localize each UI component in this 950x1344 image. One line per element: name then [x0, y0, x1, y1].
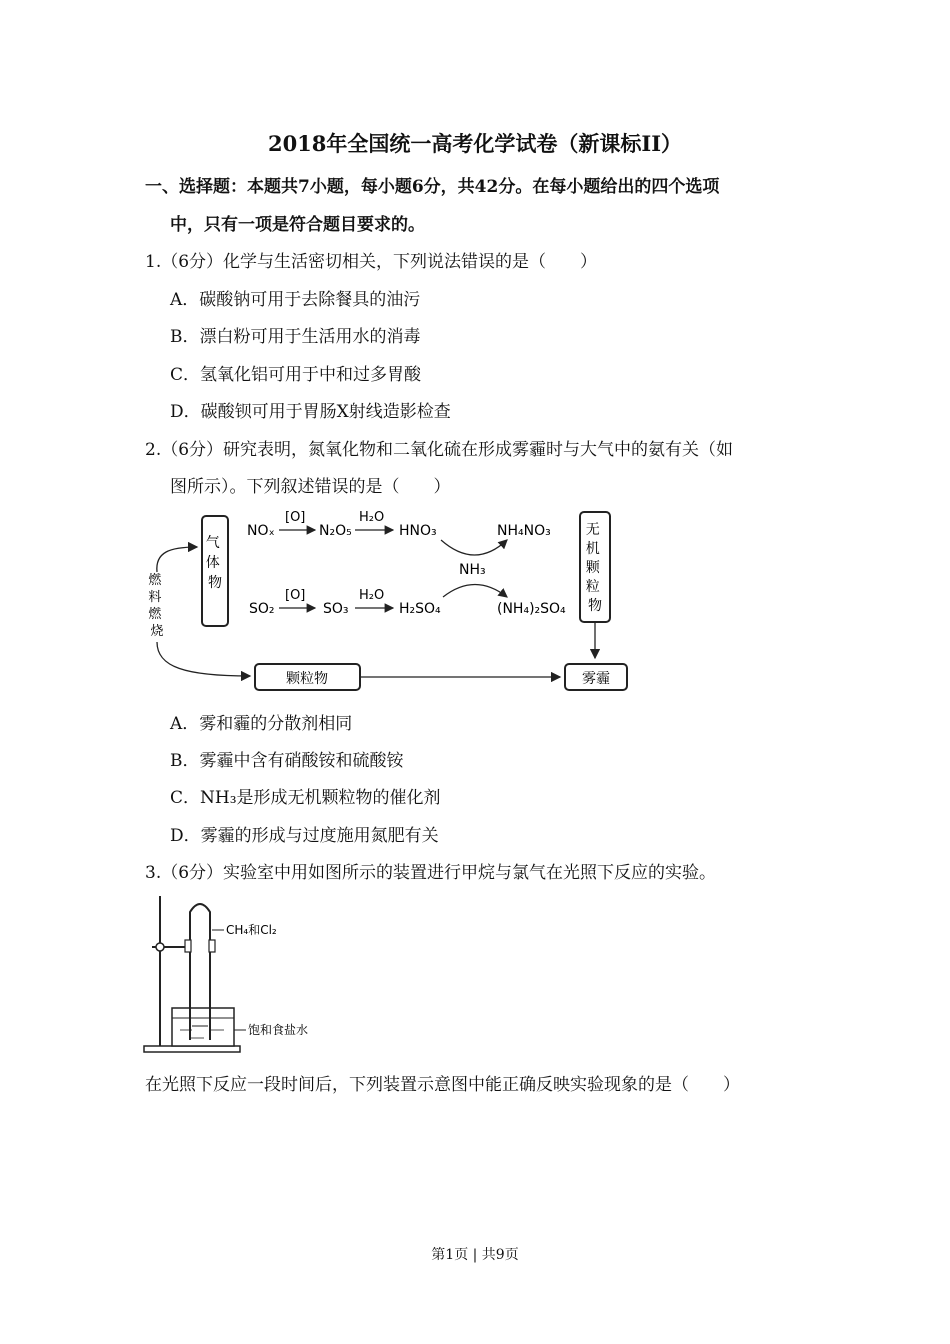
gas-substances-label	[206, 535, 224, 591]
water-label-1: H₂O	[359, 510, 385, 525]
question-1-option-d: D．碳酸钡可用于胃肠X射线造影检查	[170, 402, 451, 422]
hno3-label: HNO₃	[399, 523, 437, 539]
particles-label: 颗粒物	[286, 671, 328, 687]
question-1-stem: 1.（6分）化学与生活密切相关，下列说法错误的是（ ）	[145, 252, 598, 272]
h2so4-to-nh42so4-arrow	[443, 585, 507, 598]
water-label-2: H₂O	[359, 588, 385, 603]
fuel-combustion-label: 燃 料 燃 烧	[148, 573, 164, 639]
fuel-to-particles-arrow	[157, 642, 250, 676]
stand-base	[144, 1046, 240, 1052]
so3-label: SO₃	[323, 601, 349, 617]
question-1-option-c: C．氢氧化铝可用于中和过多胃酸	[170, 365, 422, 385]
hno3-to-nh4no3-arrow	[441, 540, 507, 555]
question-3-stem: 3.（6分）实验室中用如图所示的装置进行甲烷与氯气在光照下反应的实验。	[145, 863, 717, 883]
brine-label: 饱和食盐水	[248, 1023, 309, 1037]
so2-label: SO₂	[249, 601, 275, 617]
haze-formation-diagram	[145, 502, 635, 697]
question-3-prompt: 在光照下反应一段时间后，下列装置示意图中能正确反映实验现象的是（ ）	[145, 1075, 740, 1095]
question-2-stem-line2: 图所示）。下列叙述错误的是（ ）	[170, 477, 451, 497]
h2so4-label: H₂SO₄	[399, 601, 441, 617]
question-2-stem-line1: 2.（6分）研究表明，氮氧化物和二氧化硫在形成雾霾时与大气中的氨有关（如	[145, 440, 734, 460]
question-1-option-b: B．漂白粉可用于生活用水的消毒	[170, 327, 421, 347]
oxidant-label-2: [O]	[285, 588, 306, 603]
methane-chlorine-apparatus	[140, 890, 340, 1058]
page-footer: 第1页 | 共9页	[431, 1247, 519, 1263]
ammonia-label: NH₃	[459, 562, 486, 578]
fuel-to-gas-arrow	[157, 547, 197, 572]
inorganic-particles-label: 无 机 颗 粒 物	[585, 522, 602, 614]
gas-char-3: 物	[208, 575, 222, 591]
gas-mixture-label: CH₄和Cl₂	[226, 923, 277, 937]
question-2-option-a: A．雾和霾的分散剂相同	[170, 714, 353, 734]
question-2-option-d: D．雾霾的形成与过度施用氮肥有关	[170, 826, 439, 846]
question-1-option-a: A．碳酸钠可用于去除餐具的油污	[170, 290, 421, 310]
gas-char-1: 气	[205, 535, 220, 551]
section-heading-line1: 一、选择题：本题共7小题，每小题6分，共42分。在每小题给出的四个选项	[145, 177, 720, 197]
water-trough	[172, 1008, 234, 1046]
question-2-option-c: C．NH₃是形成无机颗粒物的催化剂	[170, 788, 441, 808]
n2o5-label: N₂O₅	[319, 523, 352, 539]
clamp-knob	[156, 943, 164, 951]
nox-label: NOₓ	[247, 523, 275, 539]
nh42so4-label: (NH₄)₂SO₄	[497, 601, 566, 617]
page-title: 2018年全国统一高考化学试卷（新课标II）	[267, 131, 683, 156]
gas-substances-box	[202, 516, 228, 626]
nh4no3-label: NH₄NO₃	[497, 523, 551, 539]
haze-label: 雾霾	[582, 671, 610, 687]
question-2-option-b: B．雾霾中含有硝酸铵和硫酸铵	[170, 751, 404, 771]
gas-char-2: 体	[205, 555, 220, 571]
oxidant-label-1: [O]	[285, 510, 306, 525]
section-heading-line2: 中，只有一项是符合题目要求的。	[170, 215, 425, 235]
